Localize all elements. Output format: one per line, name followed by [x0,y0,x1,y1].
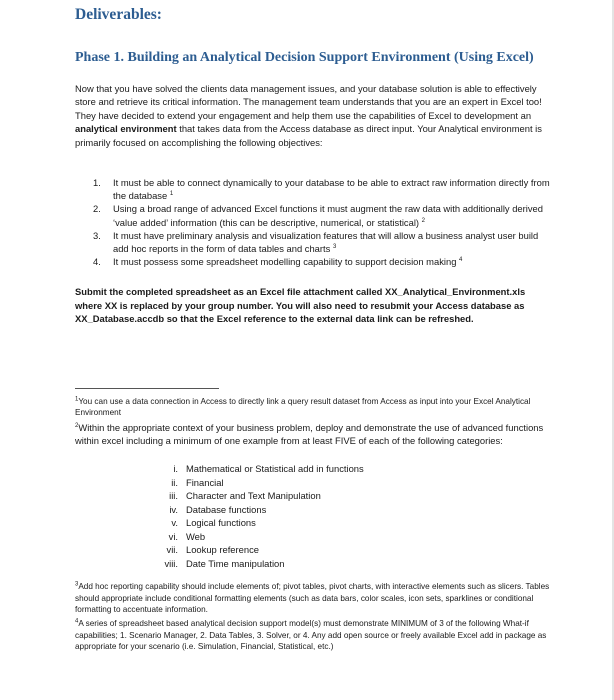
list-number: iv. [169,503,178,515]
phase-title: Phase 1. Building an Analytical Decision Support Environment (Using Excel) [75,50,534,65]
intro-text: Now that you have solved the clients data management issues, and your database solution is able to effectively store and retrieve its critical information. The management team understands that you are an expert in Excel too! They have decided to extend your engagement and help them use the capabilities of Excel to development an [75,83,542,121]
list-item [93,255,551,268]
footnote-marker: 4 [75,618,79,625]
list-number: 1. [93,177,101,188]
objective-text: It must possess some spreadsheet modelling capability to support decision making [113,256,457,268]
list-number: v. [171,517,178,528]
footnote-1 [75,396,550,419]
list-item [150,462,364,476]
intro-text-continued: that takes data from the Access database as direct input. Your Analytical environment is primarily focused on accomplishing the following objectives: [75,123,542,148]
list-item [93,229,551,255]
list-number: ii. [171,476,178,488]
list-item [150,503,364,517]
category-text: Lookup reference [186,544,259,555]
footnote-ref: 1 [169,191,174,198]
intro-paragraph [75,82,545,149]
list-item [150,557,364,571]
list-number: vi. [168,530,178,542]
footnote-marker: 1 [75,396,79,403]
footnote-text: Add hoc reporting capability should include elements of; pivot tables, pivot charts, with interactive elements such as slicers. Tables should appropriate include conditional formatting elements (such as data bars, color scales, icon sets, sparklines or conditional formatting to accentuate information. [75,582,550,615]
list-number: 3. [93,229,101,241]
list-number: vii. [166,544,178,555]
footnote-divider [75,388,219,389]
footnote-marker: 3 [75,581,79,588]
footnote-4 [75,618,550,653]
submission-instructions: Submit the completed spreadsheet as an Excel file attachment called XX_Analytical_Environment.xls where XX is replaced by your group number. You will also need to resubmit your Access database as XX_Database.accdb so that the Excel reference to the external data link can be refreshed. [75,286,526,325]
category-text: Mathematical or Statistical add in functions [186,463,364,474]
objective-text: It must be able to connect dynamically to your database to be able to extract raw information directly from the database [113,177,550,202]
list-number: 2. [93,203,101,215]
footnote-2 [75,421,550,448]
category-text: Financial [186,476,224,488]
document-title: Deliverables: [75,6,162,23]
list-number: 4. [93,256,101,268]
footnote-marker: 2 [75,422,79,429]
category-text: Database functions [186,503,267,515]
list-number: viii. [164,557,178,569]
category-text: Character and Text Manipulation [186,490,321,501]
list-item [150,476,364,490]
list-item [93,176,551,202]
footnote-ref: 3 [332,243,337,250]
footnote-text: You can use a data connection in Access to directly link a query result dataset from Access as input into your Excel Analytical Environment [75,397,531,418]
list-item [150,489,364,503]
list-item [150,543,364,557]
footnote-text: Within the appropriate context of your business problem, deploy and demonstrate the use of advanced functions within excel including a minimum of one example from at least FIVE of each of the following categories: [75,422,544,447]
list-item [93,202,551,228]
objective-text: Using a broad range of advanced Excel functions it must augment the raw data with additionally derived ‘value added’ information (this can be descriptive, numerical, or statistical) [113,203,543,228]
footnote-ref: 2 [421,217,425,224]
footnote-ref: 4 [459,257,463,264]
category-text: Logical functions [186,517,256,528]
list-item [150,516,364,530]
list-item [150,530,364,544]
footnote-text: A series of spreadsheet based analytical decision support model(s) must demonstrate MINIMUM of 3 of the following What-if capabilities; 1. Scenario Manager, 2. Data Tables, 3. Solver, or 4. Any add open source or freely available Excel add in package as appropriate for your scenario (i.e. Simulation, Financial, Statistical, etc.) [75,619,547,652]
list-number: i. [173,463,178,474]
category-text: Date Time manipulation [186,557,285,569]
intro-bold-term: analytical environment [75,123,177,135]
category-text: Web [186,530,206,542]
list-number: iii. [169,490,178,501]
function-categories-list [150,462,364,570]
objectives-list [93,176,551,268]
objective-text: It must have preliminary analysis and visualization features that will allow a business analyst user build add hoc reports in the form of data tables and charts [113,229,539,255]
footnote-3 [75,581,550,616]
